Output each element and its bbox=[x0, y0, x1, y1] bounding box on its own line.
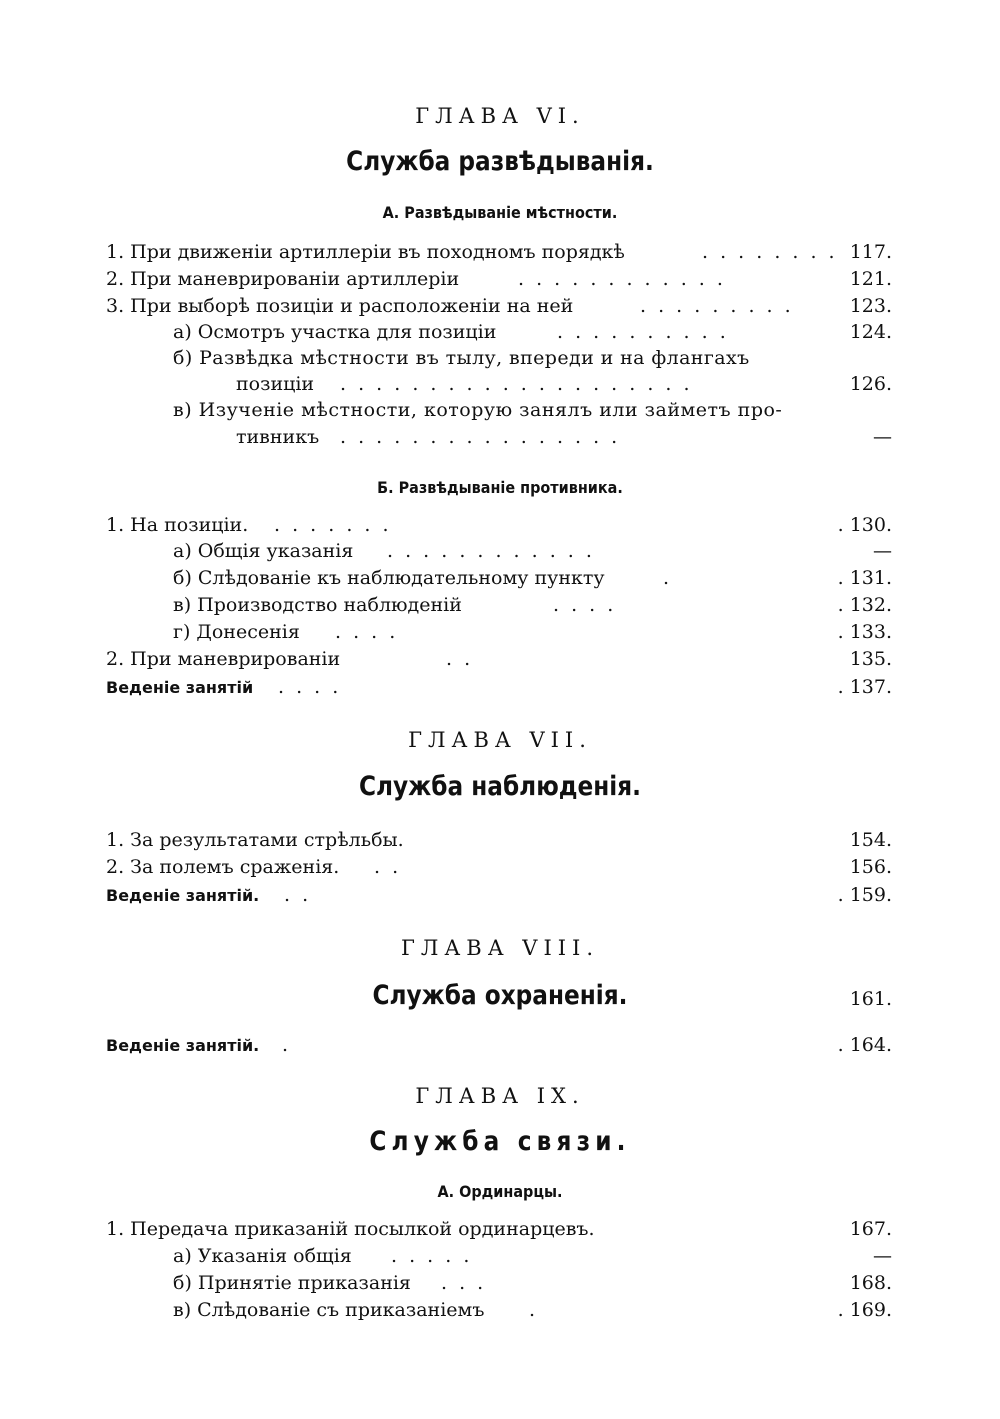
toc-entry-page: . 164. bbox=[837, 1034, 892, 1056]
toc-entry-text: 1. На позиціи. bbox=[106, 514, 249, 536]
toc-entry bbox=[173, 1271, 892, 1295]
toc-entry-text: Веденіе занятій. bbox=[106, 886, 260, 905]
toc-entry bbox=[106, 294, 892, 318]
toc-entry-text: 1. За результатами стрѣльбы. bbox=[106, 829, 404, 851]
chapter-9-title: Служба связи. bbox=[369, 1126, 631, 1157]
toc-entry-text: 2. При маневрированіи артиллеріи bbox=[106, 268, 460, 290]
toc-entry bbox=[173, 566, 892, 590]
toc-entry-text: 2. За полемъ сраженія. bbox=[106, 856, 340, 878]
toc-entry-page: . 131. bbox=[837, 567, 892, 589]
chapter-9-heading: ГЛАВА IX. bbox=[415, 1084, 585, 1108]
toc-entry-leader: . . bbox=[284, 884, 312, 906]
toc-entry-leader: . . . . . . . . . . . . . . . . bbox=[340, 426, 621, 448]
toc-entry-page: — bbox=[873, 426, 892, 448]
toc-entry bbox=[106, 1033, 892, 1058]
toc-entry-leader: . . . . . . . . . . . . bbox=[518, 268, 726, 290]
toc-entry-leader: . . bbox=[446, 648, 474, 670]
toc-entry-text: г) Донесенія bbox=[173, 621, 300, 643]
toc-entry bbox=[106, 513, 892, 537]
toc-entry-text: в) Изученіе мѣстности, которую занялъ или займетъ про- bbox=[173, 399, 783, 421]
toc-entry-leader: . bbox=[663, 567, 673, 589]
toc-entry-leader: . . . . . . . . . . . . . . . . . . . . bbox=[340, 373, 693, 395]
toc-entry-page: 123. bbox=[849, 295, 892, 317]
toc-entry bbox=[106, 240, 892, 264]
toc-entry-leader: . . . . . . . . bbox=[702, 241, 838, 263]
toc-entry-leader: . . . . . . . bbox=[274, 514, 392, 536]
toc-entry-leader: . . . . bbox=[553, 594, 617, 616]
chapter-8-heading: ГЛАВА VIII. bbox=[400, 936, 600, 960]
chapter-6-title: Служба развѣдыванія. bbox=[346, 146, 654, 177]
chapter-9-section-a-heading: А. Ординарцы. bbox=[437, 1182, 563, 1201]
toc-entry-page: . 130. bbox=[837, 514, 892, 536]
toc-entry bbox=[106, 675, 892, 700]
toc-entry-page: 121. bbox=[849, 268, 892, 290]
toc-entry-page: 168. bbox=[849, 1272, 892, 1294]
toc-entry-leader: . . . . . . . . . bbox=[640, 295, 794, 317]
toc-entry-page: 154. bbox=[849, 829, 892, 851]
toc-entry-text: в) Слѣдованіе съ приказаніемъ bbox=[173, 1299, 485, 1321]
toc-entry-leader: . . bbox=[374, 856, 402, 878]
toc-entry bbox=[106, 647, 892, 671]
toc-entry-page: . 132. bbox=[837, 594, 892, 616]
toc-entry-page: 124. bbox=[849, 321, 892, 343]
toc-entry bbox=[173, 1298, 892, 1322]
toc-entry-page: 135. bbox=[849, 648, 892, 670]
toc-entry bbox=[236, 425, 892, 449]
toc-entry-page: . 169. bbox=[837, 1299, 892, 1321]
chapter-6-section-b-heading: Б. Развѣдываніе противника. bbox=[377, 478, 623, 497]
toc-entry-page: — bbox=[873, 1245, 892, 1267]
toc-entry-leader: . bbox=[282, 1034, 292, 1056]
toc-entry-page: 156. bbox=[849, 856, 892, 878]
toc-entry-text: 1. Передача приказаній посылкой ординарцевъ. bbox=[106, 1218, 595, 1240]
toc-entry bbox=[106, 267, 892, 291]
toc-entry bbox=[173, 1244, 892, 1268]
toc-entry-leader: . . . . bbox=[335, 621, 399, 643]
toc-entry-text: позиціи bbox=[236, 373, 315, 395]
toc-entry-text: а) Указанія общія bbox=[173, 1245, 352, 1267]
toc-entry-text: Веденіе занятій. bbox=[106, 1036, 260, 1055]
chapter-6-heading: ГЛАВА VI. bbox=[415, 104, 585, 128]
toc-entry-page: 167. bbox=[849, 1218, 892, 1240]
toc-entry-text: 1. При движеніи артиллеріи въ походномъ порядкѣ bbox=[106, 241, 625, 263]
toc-entry-text: 2. При маневрированіи bbox=[106, 648, 341, 670]
toc-entry-text: в) Производство наблюденій bbox=[173, 594, 462, 616]
toc-entry-leader: . . . bbox=[441, 1272, 487, 1294]
toc-entry-page: . 133. bbox=[837, 621, 892, 643]
toc-entry bbox=[236, 372, 892, 396]
toc-entry bbox=[173, 398, 892, 422]
toc-entry-text: тивникъ bbox=[236, 426, 320, 448]
toc-entry bbox=[173, 320, 892, 344]
toc-entry-text: а) Общія указанія bbox=[173, 540, 354, 562]
toc-entry-leader: . . . . bbox=[278, 676, 342, 698]
toc-entry-page: 117. bbox=[849, 241, 892, 263]
toc-entry-text: б) Принятіе приказанія bbox=[173, 1272, 411, 1294]
toc-entry-text: б) Развѣдка мѣстности въ тылу, впереди и на флангахъ bbox=[173, 347, 750, 369]
chapter-7-heading: ГЛАВА VII. bbox=[408, 728, 592, 752]
toc-entry bbox=[106, 828, 892, 852]
toc-entry bbox=[106, 855, 892, 879]
toc-entry-page: . 159. bbox=[837, 884, 892, 906]
toc-entry bbox=[173, 593, 892, 617]
toc-entry-leader: . . . . . . . . . . bbox=[557, 321, 729, 343]
toc-entry-page: 126. bbox=[849, 373, 892, 395]
toc-entry bbox=[173, 539, 892, 563]
toc-entry bbox=[106, 883, 892, 908]
toc-entry-text: б) Слѣдованіе къ наблюдательному пункту bbox=[173, 567, 605, 589]
toc-entry bbox=[173, 620, 892, 644]
toc-entry-leader: . bbox=[529, 1299, 539, 1321]
chapter-8-title: Служба охраненія. bbox=[372, 980, 628, 1011]
toc-entry bbox=[173, 346, 892, 370]
toc-entry-page: — bbox=[873, 540, 892, 562]
toc-entry-leader: . . . . . bbox=[391, 1245, 473, 1267]
toc-entry-text: Веденіе занятій bbox=[106, 678, 254, 697]
toc-entry-page: . 137. bbox=[837, 676, 892, 698]
toc-entry-leader: . . . . . . . . . . . . bbox=[387, 540, 595, 562]
toc-entry bbox=[106, 1217, 892, 1241]
toc-entry-text: 3. При выборѣ позиціи и расположеніи на ней bbox=[106, 295, 574, 317]
toc-entry-text: а) Осмотръ участка для позиціи bbox=[173, 321, 497, 343]
chapter-7-title: Служба наблюденія. bbox=[359, 771, 641, 802]
chapter-8-title-page: 161. bbox=[849, 988, 892, 1010]
chapter-6-section-a-heading: А. Развѣдываніе мѣстности. bbox=[382, 203, 618, 222]
